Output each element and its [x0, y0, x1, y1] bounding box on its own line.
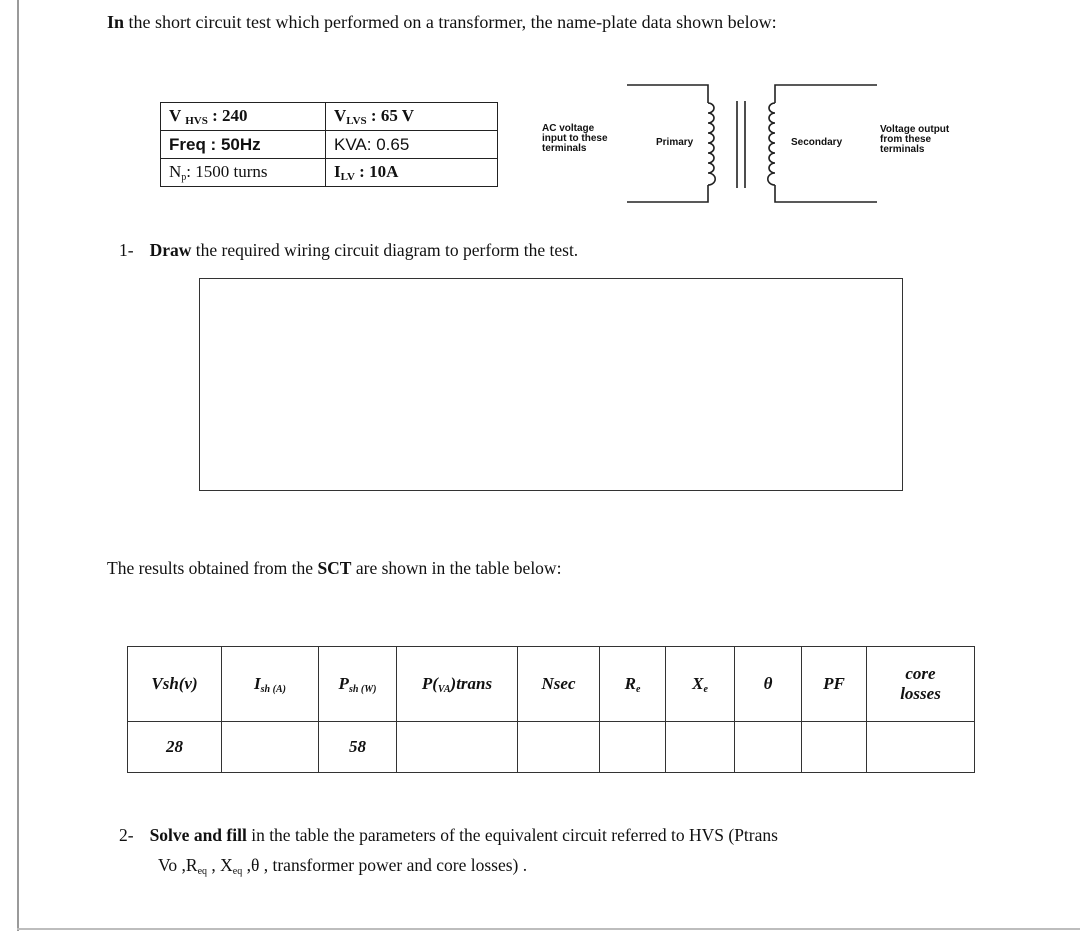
nameplate-table [160, 102, 498, 187]
primary-coil [708, 103, 715, 185]
cell-ish[interactable] [222, 722, 319, 773]
sct-results-table [127, 646, 975, 773]
output-label: Voltage output from these terminals [880, 124, 950, 155]
secondary-coil [768, 103, 775, 185]
header-psh: $P_{sh (W)}$ [319, 647, 397, 722]
transformer-diagram [535, 75, 995, 215]
header-ptrans: $P(_{VA})trans$ [397, 647, 518, 722]
cell-core-losses[interactable] [867, 722, 975, 773]
question-1: 1- Draw the required wiring circuit diagram to perform the test. [119, 240, 579, 260]
cell-xe[interactable] [666, 722, 735, 773]
nameplate-vhvs: V HVS : 240 [161, 103, 326, 131]
primary-top-wire [627, 85, 708, 103]
primary-label: Primary [656, 137, 694, 148]
results-intro: The results obtained from the SCT are shown in the table below: [107, 558, 562, 578]
input-label: AC voltage input to these terminals [542, 123, 608, 154]
intro-text [107, 12, 777, 33]
secondary-top-wire [775, 85, 877, 103]
header-nsec: Nsec [518, 647, 600, 722]
diagram-answer-box[interactable] [199, 278, 903, 491]
cell-pf[interactable] [802, 722, 867, 773]
intro-bold: In [107, 12, 125, 32]
cell-psh: 58 [319, 722, 397, 773]
page-left-border [17, 0, 19, 931]
header-vsh: Vsh(v) [128, 647, 222, 722]
nameplate-freq: Freq : 50Hz [161, 131, 326, 159]
nameplate-ilv: ILV : 10A [326, 159, 498, 187]
nameplate-np: $N_p$: 1500 turns [161, 159, 326, 187]
question-2: 2- Solve and fill in the table the parameters of the equivalent circuit referred to HVS (Ptrans Vo $,R_{eq}$ , $X_{eq}$ ,θ , transformer power and core losses) . [119, 825, 778, 877]
cell-nsec[interactable] [518, 722, 600, 773]
header-ish: $I_{sh (A)}$ [222, 647, 319, 722]
secondary-bottom-wire [775, 185, 877, 202]
header-theta: θ [735, 647, 802, 722]
header-xe: $X_e$ [666, 647, 735, 722]
header-pf: PF [802, 647, 867, 722]
table-row [128, 722, 975, 773]
header-core-losses: core losses [867, 647, 975, 722]
nameplate-kva: KVA: 0.65 [326, 131, 498, 159]
table-header-row [128, 647, 975, 722]
cell-theta[interactable] [735, 722, 802, 773]
cell-ptrans[interactable] [397, 722, 518, 773]
secondary-label: Secondary [791, 137, 843, 148]
cell-vsh: 28 [128, 722, 222, 773]
cell-re[interactable] [600, 722, 666, 773]
intro-body: the short circuit test which performed on a transformer, the name-plate data shown below: [124, 12, 777, 32]
primary-bottom-wire [627, 185, 708, 202]
header-re: $R_e$ [600, 647, 666, 722]
nameplate-vlvs: VLVS : 65 V [326, 103, 498, 131]
page-bottom-border [17, 928, 1080, 930]
